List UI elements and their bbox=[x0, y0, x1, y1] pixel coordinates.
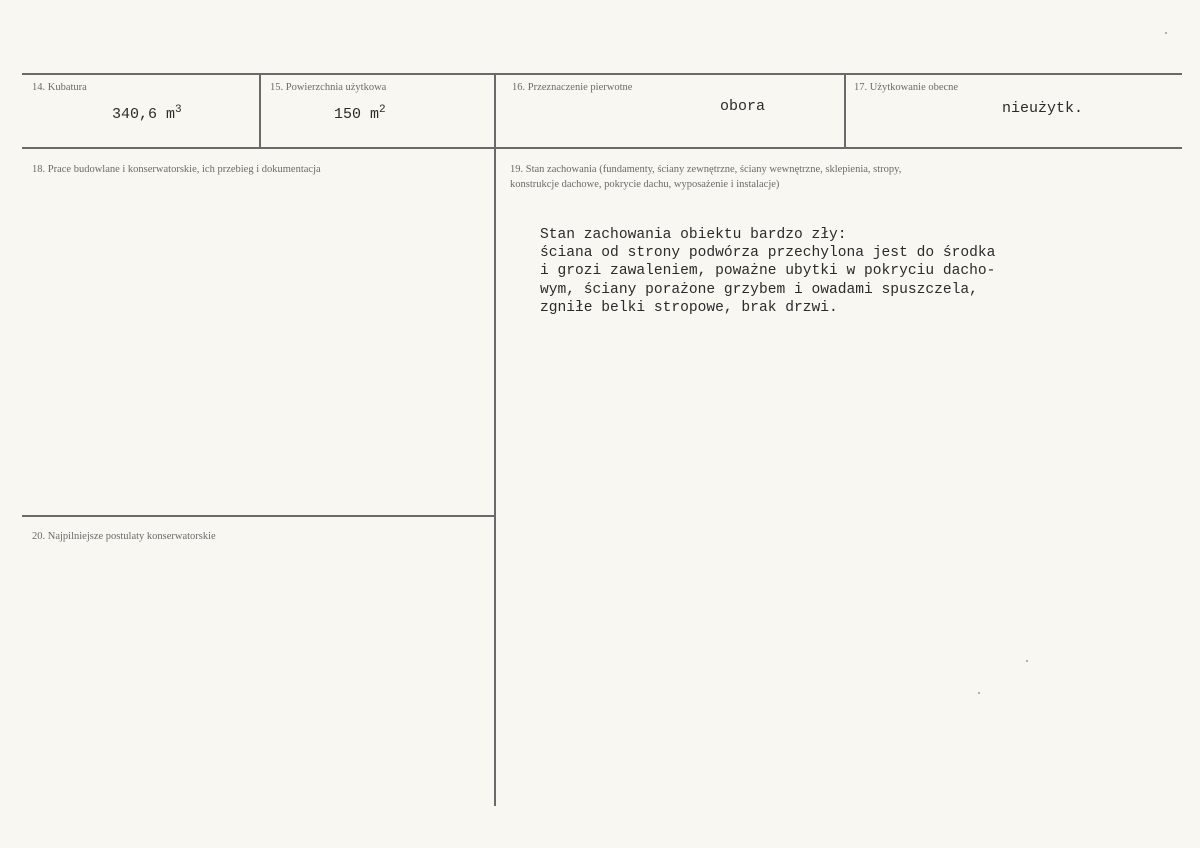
condition-text-line: i grozi zawaleniem, poważne ubytki w pokryciu dacho- bbox=[540, 263, 996, 280]
field-14-label: 14. Kubatura bbox=[32, 82, 87, 93]
field-19-label-line-1: 19. Stan zachowania (fundamenty, ściany zewnętrzne, ściany wewnętrzne, sklepienia, stropy, bbox=[510, 164, 902, 175]
divider-18-20 bbox=[22, 515, 494, 517]
paper-speck bbox=[978, 692, 980, 694]
condition-text-line: ściana od strony podwórza przechylona jest do środka bbox=[540, 245, 996, 262]
condition-text-line: zgniłe belki stropowe, brak drzwi. bbox=[540, 299, 838, 316]
field-15-number: 150 m bbox=[334, 106, 380, 123]
condition-text-line: wym, ściany porażone grzybem i owadami spuszczela, bbox=[540, 281, 978, 298]
field-19-label-line-2: konstrukcje dachowe, pokrycie dachu, wyposażenie i instalacje) bbox=[510, 179, 780, 190]
field-18-label: 18. Prace budowlane i konserwatorskie, ich przebieg i dokumentacja bbox=[32, 164, 321, 175]
field-14-unit-exponent: 3 bbox=[175, 104, 182, 116]
field-17-value: nieużytk. bbox=[1002, 100, 1084, 117]
condition-text-line: Stan zachowania obiektu bardzo zły: bbox=[540, 227, 847, 243]
divider-15-16 bbox=[494, 74, 496, 148]
field-14-number: 340,6 m bbox=[112, 106, 176, 123]
field-15-value bbox=[334, 104, 386, 123]
row1-bottom-rule bbox=[22, 147, 1182, 149]
divider-16-17 bbox=[844, 74, 846, 148]
paper-speck bbox=[1165, 32, 1167, 34]
field-15-unit-exponent: 2 bbox=[379, 104, 386, 116]
field-14-value bbox=[112, 104, 182, 123]
field-20-label: 20. Najpilniejsze postulaty konserwatorskie bbox=[32, 531, 216, 542]
field-19-condition-text bbox=[540, 226, 995, 317]
field-17-label: 17. Użytkowanie obecne bbox=[854, 82, 959, 93]
field-15-label: 15. Powierzchnia użytkowa bbox=[270, 82, 387, 93]
field-16-value: obora bbox=[720, 98, 766, 115]
divider-18-19 bbox=[494, 148, 496, 806]
paper-speck bbox=[1026, 660, 1028, 662]
top-rule bbox=[22, 73, 1182, 75]
field-16-label: 16. Przeznaczenie pierwotne bbox=[512, 82, 633, 93]
divider-14-15 bbox=[259, 74, 261, 148]
